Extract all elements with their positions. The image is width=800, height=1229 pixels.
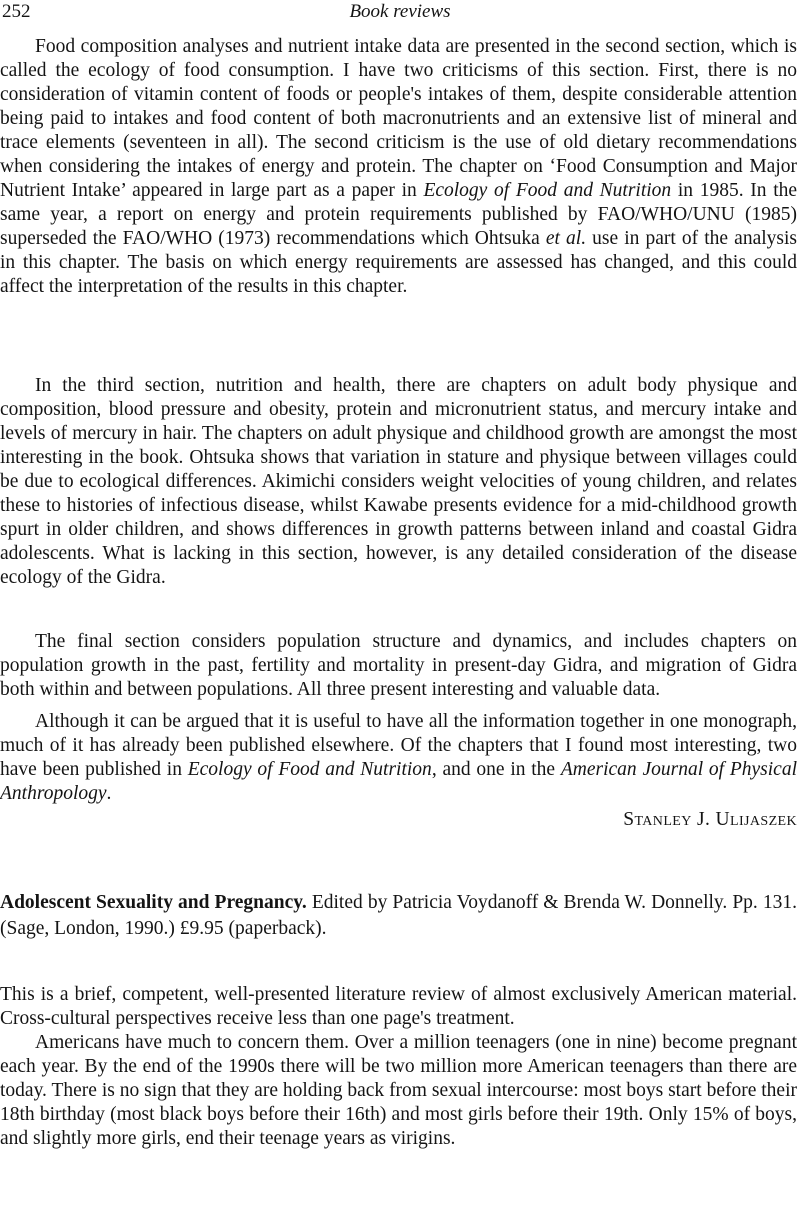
running-head [0, 0, 800, 26]
review-1-paragraph-1: Food composition analyses and nutrient intake data are presented in the second section, which is called the ecology of food consumption. I have two criticisms of this section. First, there is no consideration of vitamin content of foods or people's intakes of them, despite considerable attention being paid to intakes and food content of both macronutrients and an extensive list of mineral and trace elements (seventeen in all). The second criticism is the use of old dietary recommendations when considering the intakes of energy and protein. The chapter on ‘Food Consumption and Major Nutrient Intake’ appeared in large part as a paper in Ecology of Food and Nutrition in 1985. In the same year, a report on energy and protein requirements published by FAO/WHO/UNU (1985) superseded the FAO/WHO (1973) recommendations which Ohtsuka et al. use in part of the analysis in this chapter. The basis on which energy requirements are assessed has changed, and this could affect the interpretation of the results in this chapter. [0, 36, 798, 297]
et-al: et al. [545, 228, 587, 249]
review-1-paragraph-2: In the third section, nutrition and health, there are chapters on adult body physique and composition, blood pressure and obesity, protein and micronutrient status, and mercury intake and levels of mercury in hair. The chapters on adult physique and childhood growth are amongst the most interesting in the book. Ohtsuka shows that variation in stature and physique between villages could be due to ecological differences. Akimichi considers weight velocities of young children, and relates these to histories of infectious disease, whilst Kawabe presents evidence for a mid-childhood growth spurt in older children, and shows differences in growth patterns between inland and coastal Gidra adolescents. What is lacking in this section, however, is any detailed consideration of the disease ecology of the Gidra. [0, 375, 797, 588]
journal-citation: Ecology of Food and Nutrition [423, 180, 672, 201]
review-2-body [0, 983, 797, 1151]
page-number: 252 [2, 1, 31, 22]
review-2-paragraph-1: This is a brief, competent, well-presented literature review of almost exclusively American material. Cross-cultural perspectives receive less than one page's treatment. [0, 984, 797, 1029]
review-2-paragraph-2: Americans have much to concern them. Over a million teenagers (one in nine) become pregnant each year. By the end of the 1990s there will be two million more American teenagers than there are today. There is no sign that they are holding back from sexual intercourse: most boys start before their 18th birthday (most black boys before their 16th) and most girls before their 19th. Only 15% of boys, and slightly more girls, end their teenage years as virigins. [0, 1032, 797, 1149]
book-details: Edited by Patricia Voydanoff & Brenda W. Donnelly. Pp. 131. (Sage, London, 1990.) £9.95 (paperback). [0, 892, 797, 939]
review-1-paragraph-4: Although it can be argued that it is useful to have all the information together in one monograph, much of it has already been published elsewhere. Of the chapters that I found most interesting, two have been published in Ecology of Food and Nutrition, and one in the American Journal of Physical Anthropology. [0, 711, 797, 804]
journal-citation: Ecology of Food and Nutrition [187, 759, 432, 780]
book-title: Adolescent Sexuality and Pregnancy. [0, 892, 307, 913]
review-1-body [0, 35, 797, 299]
review-1-paragraph-3: The final section considers population structure and dynamics, and includes chapters on population growth in the past, fertility and mortality in present-day Gidra, and migration of Gidra both within and between populations. All three present interesting and valuable data. [0, 631, 797, 700]
review-2-heading [0, 890, 797, 942]
section-title: Book reviews [349, 1, 451, 22]
review-1-body-4 [0, 710, 797, 806]
journal-citation: American Journal of Physical Anthropology [0, 759, 797, 804]
review-1-body-3 [0, 630, 797, 702]
review-1-body-2 [0, 374, 797, 590]
reviewer-signature: Stanley J. Ulijaszek [623, 809, 797, 830]
